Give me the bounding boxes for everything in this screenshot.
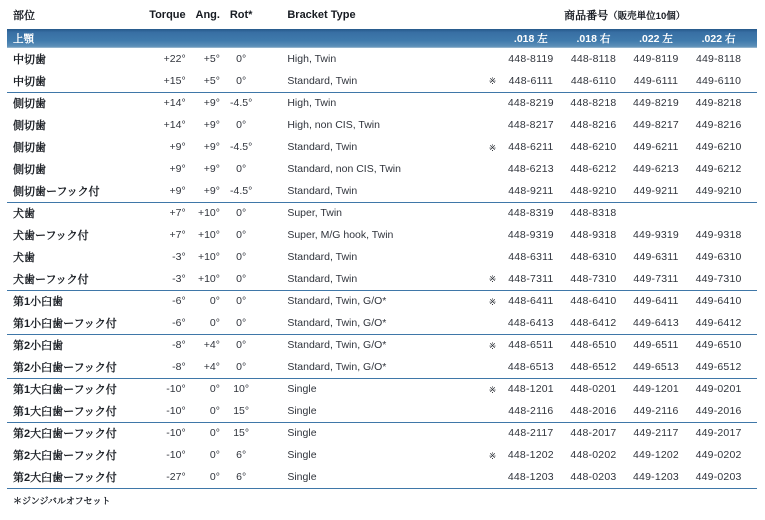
angulation-cell: +9°	[203, 97, 220, 110]
col-header-022-left: .022 左	[625, 29, 688, 48]
reference-mark	[485, 92, 499, 114]
angulation-cell: +9°	[203, 119, 220, 131]
product-number-022-right: 449-6210	[695, 141, 742, 153]
rotation-cell: 15°	[233, 427, 250, 440]
product-number-018-left: 448-6513	[500, 356, 563, 378]
part-name-cell: 中切歯	[13, 54, 46, 66]
reference-mark: ※	[488, 340, 497, 351]
product-number-018-left: 448-9211	[500, 180, 563, 202]
row-spacer	[750, 312, 757, 334]
reference-mark: ※	[488, 296, 497, 307]
product-number-022-right: 449-8216	[695, 119, 742, 131]
angulation-cell: +5°	[203, 53, 220, 65]
torque-cell: -10°	[166, 449, 186, 461]
bracket-type-cell: Standard, non CIS, Twin	[287, 163, 401, 175]
part-name-cell: 側切歯	[13, 98, 46, 111]
product-number-018-left: 448-2116	[500, 400, 563, 422]
torque-cell: -8°	[148, 356, 186, 378]
table-row	[7, 70, 757, 92]
row-spacer	[750, 466, 757, 488]
angulation-cell: +4°	[187, 356, 221, 378]
angulation-cell: +10°	[197, 251, 220, 263]
product-number-018-right: 448-6512	[562, 356, 625, 378]
bracket-type-cell: High, Twin	[287, 53, 337, 65]
row-spacer	[750, 246, 757, 268]
angulation-cell: 0°	[187, 312, 221, 334]
product-number-018-left: 448-6311	[508, 251, 554, 263]
row-spacer	[750, 92, 757, 114]
bracket-type-cell: Single	[287, 449, 317, 461]
bracket-type-cell: High, Twin	[287, 97, 337, 110]
product-number-022-right: 449-8218	[695, 97, 742, 110]
product-number-022-left: 449-8217	[633, 119, 679, 131]
product-number-018-left: 448-8319	[507, 207, 554, 220]
product-number-018-right: 448-6110	[562, 70, 625, 92]
section-label: 上顎	[7, 29, 500, 48]
product-number-022-right: 449-6212	[695, 163, 742, 175]
torque-cell: +7°	[169, 207, 186, 220]
angulation-cell: +10°	[187, 268, 221, 290]
product-number-022-right: 449-6110	[687, 70, 750, 92]
table-body	[7, 0, 757, 488]
part-name-cell: 犬歯	[13, 252, 35, 264]
angulation-cell: +4°	[203, 339, 220, 352]
col-header-018-right: .018 右	[562, 29, 625, 48]
part-name-cell: 側切歯	[13, 120, 46, 132]
torque-cell: +9°	[148, 180, 186, 202]
reference-mark	[485, 224, 499, 246]
section-band-upper-jaw	[7, 29, 757, 48]
angulation-cell: 0°	[209, 427, 220, 440]
product-number-022-left: 449-6111	[625, 70, 688, 92]
angulation-cell: 0°	[187, 400, 221, 422]
col-header-part: 部位	[13, 9, 35, 22]
part-name-cell: 犬歯ーフック付	[7, 268, 148, 290]
torque-cell: -10°	[166, 427, 186, 440]
bracket-type-cell: Single	[287, 383, 317, 396]
product-number-018-right: 448-8216	[570, 119, 617, 131]
torque-cell: -27°	[148, 466, 186, 488]
product-number-022-left: 449-9211	[625, 180, 688, 202]
bracket-type-cell: Super, Twin	[287, 207, 343, 220]
col-header-bracket-type: Bracket Type	[287, 8, 356, 21]
product-number-018-left: 448-6511	[508, 339, 554, 352]
torque-cell: -3°	[172, 251, 186, 263]
table-row	[7, 290, 757, 312]
bracket-type-cell: Standard, Twin, G/O*	[261, 312, 485, 334]
product-number-022-left	[625, 202, 688, 224]
rotation-cell: 10°	[233, 383, 250, 396]
table-row	[7, 180, 757, 202]
product-number-018-right: 448-6310	[570, 251, 617, 263]
bracket-type-cell: Standard, Twin, G/O*	[261, 356, 485, 378]
table-row	[7, 114, 757, 136]
angulation-cell: +10°	[197, 229, 220, 241]
product-number-018-left: 448-7311	[500, 268, 563, 290]
row-spacer	[750, 400, 757, 422]
bracket-type-cell: Standard, Twin	[261, 268, 485, 290]
reference-mark	[485, 48, 499, 70]
product-number-022-left: 449-1202	[633, 449, 679, 461]
reference-mark	[485, 158, 499, 180]
table-row	[7, 268, 757, 290]
product-number-022-left: 449-8219	[633, 97, 679, 110]
product-number-018-left: 448-1201	[507, 383, 554, 396]
product-number-022-right: 449-6410	[695, 295, 742, 308]
reference-mark	[485, 312, 499, 334]
header-spacer	[750, 0, 757, 29]
torque-cell: +14°	[163, 119, 186, 131]
product-number-018-right: 448-6510	[570, 339, 617, 352]
table-row	[7, 466, 757, 488]
product-number-018-right: 448-8318	[570, 207, 617, 220]
angulation-cell: 0°	[209, 383, 220, 396]
rotation-cell: -4.5°	[230, 97, 253, 110]
reference-mark	[485, 202, 499, 224]
row-spacer	[750, 444, 757, 466]
torque-cell: +9°	[169, 141, 186, 153]
part-name-cell: 犬歯ーフック付	[13, 230, 89, 242]
product-number-022-left: 449-6211	[633, 141, 679, 153]
torque-cell: -10°	[166, 383, 186, 396]
product-number-022-left: 449-6411	[633, 295, 679, 308]
product-number-022-left: 449-1201	[633, 383, 679, 396]
reference-mark: ※	[488, 384, 497, 395]
rotation-cell: 0°	[236, 163, 247, 175]
rotation-cell: 6°	[221, 466, 261, 488]
reference-mark	[485, 466, 499, 488]
product-number-022-left: 449-6511	[633, 339, 679, 352]
rotation-cell: 0°	[236, 229, 247, 241]
product-header-unit: （販売単位10個）	[608, 10, 686, 22]
product-number-022-right: 449-8118	[695, 53, 742, 65]
product-number-018-right: 448-9318	[570, 229, 617, 241]
table-row	[7, 312, 757, 334]
rotation-cell: 0°	[236, 339, 247, 352]
rotation-cell: 6°	[236, 449, 247, 461]
rotation-cell: -4.5°	[221, 180, 261, 202]
torque-cell: +9°	[169, 163, 186, 175]
row-spacer	[750, 70, 757, 92]
product-number-018-left: 448-1203	[500, 466, 563, 488]
product-number-022-left: 449-6311	[633, 251, 679, 263]
table-row	[7, 356, 757, 378]
part-name-cell: 第1大臼歯ーフック付	[13, 384, 117, 397]
product-number-022-right: 449-6510	[695, 339, 742, 352]
torque-cell: -8°	[172, 339, 186, 352]
part-name-cell: 中切歯	[7, 70, 148, 92]
product-number-018-right: 448-0202	[570, 449, 617, 461]
reference-mark	[485, 114, 499, 136]
product-number-018-right: 448-6212	[570, 163, 617, 175]
rotation-cell: 0°	[236, 53, 247, 65]
product-number-022-left: 449-9319	[633, 229, 679, 241]
rotation-cell: 0°	[236, 295, 247, 308]
torque-cell: +22°	[163, 53, 186, 65]
part-name-cell: 第1小臼歯	[13, 296, 64, 309]
product-number-018-left: 448-6111	[500, 70, 563, 92]
product-number-022-right: 449-0203	[687, 466, 750, 488]
col-header-022-right: .022 右	[687, 29, 750, 48]
row-spacer	[750, 114, 757, 136]
product-number-022-left: 449-2117	[633, 427, 679, 440]
product-number-022-right: 449-0201	[695, 383, 742, 396]
product-number-022-right: 449-9318	[695, 229, 742, 241]
part-name-cell: 第2大臼歯ーフック付	[13, 450, 117, 462]
angulation-cell: 0°	[187, 466, 221, 488]
product-number-018-left: 448-6211	[508, 141, 554, 153]
reference-mark: ※	[488, 450, 497, 461]
product-number-022-right: 449-0202	[695, 449, 742, 461]
product-number-018-left: 448-6413	[500, 312, 563, 334]
product-number-022-left: 449-6513	[625, 356, 688, 378]
product-number-022-left: 449-7311	[625, 268, 688, 290]
product-number-022-right: 449-6512	[687, 356, 750, 378]
product-number-022-right: 449-2017	[695, 427, 742, 440]
row-spacer	[750, 356, 757, 378]
row-spacer	[750, 202, 757, 224]
part-name-cell: 側切歯ーフック付	[7, 180, 148, 202]
torque-cell: +15°	[148, 70, 186, 92]
product-number-022-right: 449-2016	[687, 400, 750, 422]
part-name-cell: 第2小臼歯ーフック付	[7, 356, 148, 378]
part-name-cell: 第1大臼歯ーフック付	[7, 400, 148, 422]
product-number-018-left: 448-8217	[507, 119, 554, 131]
rotation-cell: -4.5°	[230, 141, 253, 153]
table-row	[7, 158, 757, 180]
bracket-type-cell: Standard, Twin, G/O*	[287, 295, 387, 308]
torque-cell: +7°	[169, 229, 186, 241]
gingival-offset-footnote: ＊ジンジバルオフセット	[13, 495, 111, 506]
row-spacer	[750, 180, 757, 202]
table-row	[7, 92, 757, 114]
bracket-type-cell: Standard, Twin	[261, 70, 485, 92]
row-spacer	[750, 334, 757, 356]
bracket-type-cell: Standard, Twin	[287, 141, 358, 153]
row-spacer	[750, 378, 757, 400]
table-row	[7, 48, 757, 70]
rotation-cell: 0°	[221, 312, 261, 334]
product-number-018-right: 448-0203	[562, 466, 625, 488]
col-header-product-number	[500, 0, 750, 29]
rotation-cell: 0°	[236, 119, 247, 131]
angulation-cell: 0°	[209, 449, 220, 461]
part-name-cell: 側切歯	[13, 164, 46, 176]
reference-mark	[485, 246, 499, 268]
table-row	[7, 136, 757, 158]
angulation-cell: +5°	[187, 70, 221, 92]
angulation-cell: +10°	[197, 207, 220, 220]
product-number-018-right: 448-2016	[562, 400, 625, 422]
angulation-cell: +9°	[203, 141, 220, 153]
bracket-type-cell: Single	[287, 427, 317, 440]
bracket-type-cell: Super, M/G hook, Twin	[287, 229, 394, 241]
bracket-type-cell: Single	[261, 400, 485, 422]
product-number-022-left: 449-2116	[625, 400, 688, 422]
table-row	[7, 224, 757, 246]
part-name-cell: 側切歯	[13, 142, 46, 154]
part-name-cell: 第1小臼歯ーフック付	[7, 312, 148, 334]
reference-mark	[485, 356, 499, 378]
table-row	[7, 202, 757, 224]
table-row	[7, 422, 757, 444]
product-number-018-right: 448-7310	[562, 268, 625, 290]
rotation-cell: 0°	[221, 268, 261, 290]
product-number-022-right	[687, 202, 750, 224]
product-number-018-right: 448-6412	[562, 312, 625, 334]
torque-cell: +14°	[163, 97, 186, 110]
table-row	[7, 400, 757, 422]
row-spacer	[750, 422, 757, 444]
product-number-022-right: 449-6412	[687, 312, 750, 334]
product-number-018-left: 448-6213	[507, 163, 554, 175]
part-name-cell: 犬歯	[13, 208, 35, 221]
product-number-018-left: 448-8119	[508, 53, 554, 65]
bracket-type-cell: Standard, Twin	[261, 180, 485, 202]
part-name-cell: 第2大臼歯ーフック付	[13, 428, 117, 441]
bracket-type-cell: Standard, Twin, G/O*	[287, 339, 387, 352]
col-header-018-left: .018 左	[500, 29, 563, 48]
product-number-018-right: 448-0201	[570, 383, 617, 396]
product-number-018-left: 448-1202	[507, 449, 554, 461]
reference-mark	[485, 422, 499, 444]
product-number-022-right: 449-6310	[695, 251, 742, 263]
reference-mark	[485, 400, 499, 422]
table-row	[7, 246, 757, 268]
reference-mark: ※	[485, 268, 499, 290]
row-spacer	[750, 48, 757, 70]
rotation-cell: 0°	[221, 70, 261, 92]
product-number-022-right: 449-9210	[687, 180, 750, 202]
bracket-type-cell: High, non CIS, Twin	[287, 119, 380, 131]
bracket-type-cell: Single	[261, 466, 485, 488]
product-number-022-left: 449-8119	[633, 53, 679, 65]
torque-cell: -3°	[148, 268, 186, 290]
reference-mark	[485, 180, 499, 202]
table-row	[7, 444, 757, 466]
product-number-018-left: 448-6411	[508, 295, 554, 308]
product-number-022-left: 449-1203	[625, 466, 688, 488]
angulation-cell: +9°	[187, 180, 221, 202]
rotation-cell: 0°	[221, 356, 261, 378]
table-row	[7, 378, 757, 400]
product-number-018-left: 448-9319	[507, 229, 554, 241]
col-header-torque: Torque	[149, 8, 186, 21]
product-number-018-right: 448-2017	[570, 427, 617, 440]
torque-cell: -6°	[148, 312, 186, 334]
product-number-018-right: 448-9210	[562, 180, 625, 202]
row-spacer	[750, 290, 757, 312]
product-number-018-left: 448-8219	[507, 97, 554, 110]
bracket-type-cell: Standard, Twin	[287, 251, 358, 263]
angulation-cell: 0°	[209, 295, 220, 308]
column-header-row	[7, 0, 757, 29]
rotation-cell: 0°	[236, 251, 247, 263]
row-spacer	[750, 268, 757, 290]
product-table	[7, 0, 757, 489]
torque-cell: -6°	[172, 295, 186, 308]
product-header-main: 商品番号	[564, 9, 609, 22]
col-header-rot: Rot*	[229, 8, 253, 21]
product-number-018-right: 448-8218	[570, 97, 617, 110]
product-number-018-right: 448-6410	[570, 295, 617, 308]
row-spacer	[750, 224, 757, 246]
product-number-018-left: 448-2117	[508, 427, 554, 440]
table-row	[7, 334, 757, 356]
row-spacer	[750, 136, 757, 158]
reference-mark: ※	[488, 142, 497, 153]
product-number-022-right: 449-7310	[687, 268, 750, 290]
row-spacer	[750, 158, 757, 180]
rotation-cell: 15°	[221, 400, 261, 422]
product-number-022-left: 449-6413	[625, 312, 688, 334]
rotation-cell: 0°	[236, 207, 247, 220]
part-name-cell: 第2大臼歯ーフック付	[7, 466, 148, 488]
col-header-ang: Ang.	[195, 8, 220, 21]
product-number-018-right: 448-8118	[570, 53, 617, 65]
angulation-cell: +9°	[203, 163, 220, 175]
product-number-018-right: 448-6210	[570, 141, 617, 153]
part-name-cell: 第2小臼歯	[13, 340, 64, 353]
reference-mark: ※	[485, 70, 499, 92]
torque-cell: -10°	[148, 400, 186, 422]
product-number-022-left: 449-6213	[633, 163, 679, 175]
band-spacer	[750, 29, 757, 48]
